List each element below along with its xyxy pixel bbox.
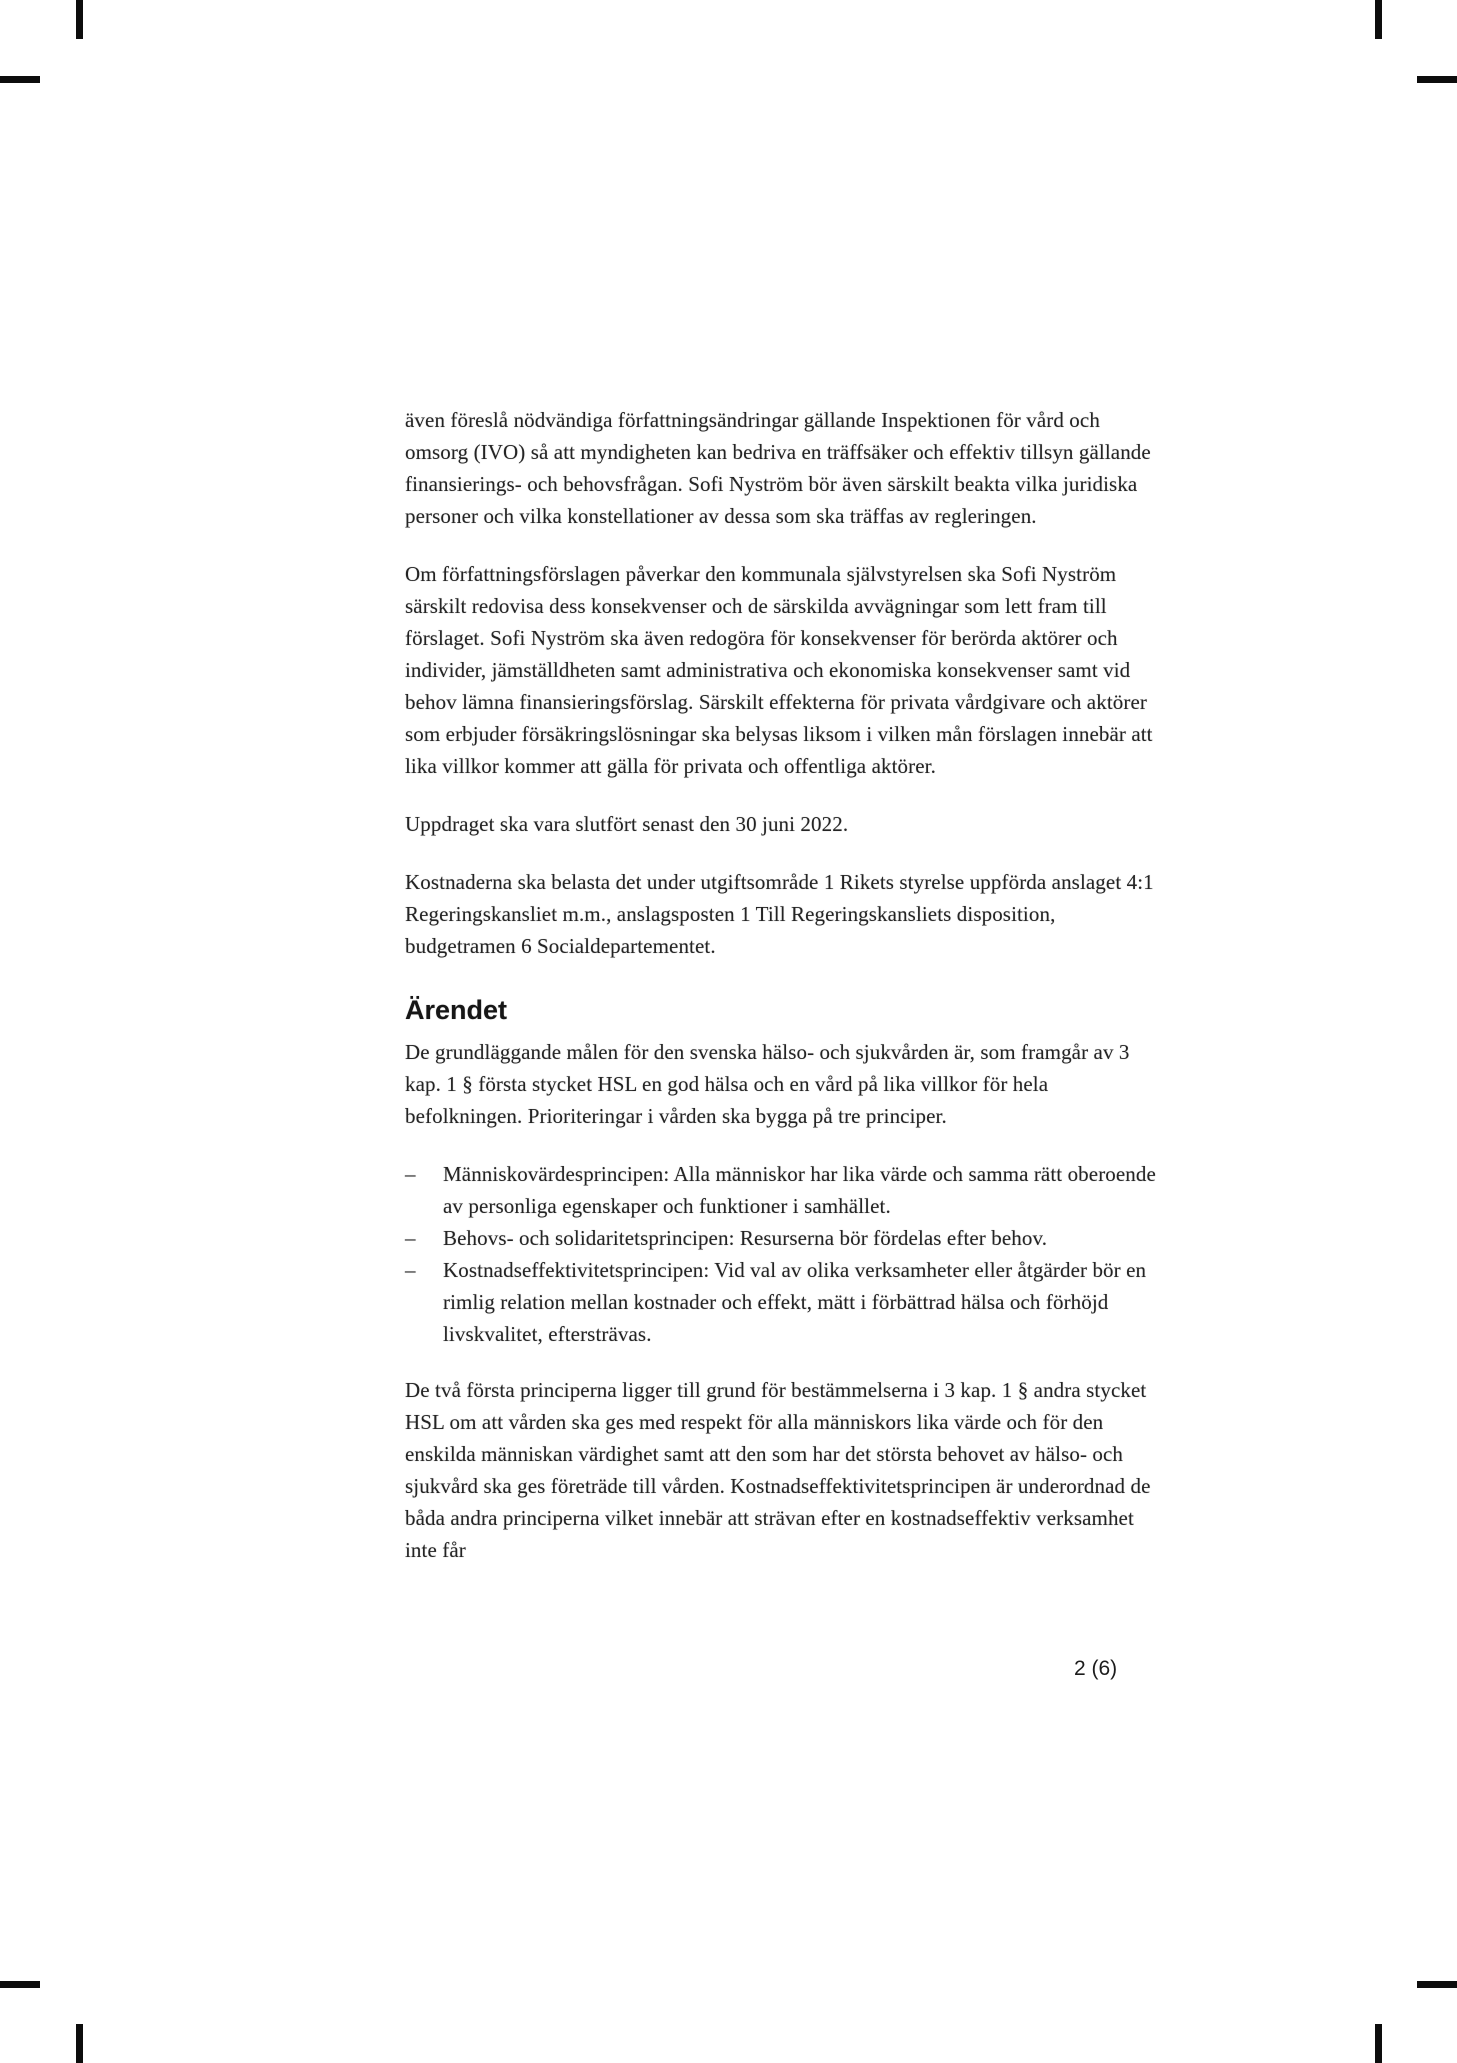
crop-mark-top-right-horizontal — [1417, 76, 1457, 83]
paragraph-constitutional-consequences: Om författningsförslagen påverkar den kommunala självstyrelsen ska Sofi Nyström särskilt redovisa dess konsekvenser och de särskilda avvägningar som lett fram till förslaget. Sofi Nyström ska även redogöra för konsekvenser för berörda aktörer och individer, jämställdheten samt administrativa och ekonomiska konsekvenser samt vid behov lämna finansieringsförslag. Särskilt effekterna för privata vårdgivare och aktörer som erbjuder försäkringslösningar ska belysas liksom i vilken mån förslagen innebär att lika villkor kommer att gälla för privata och offentliga aktörer. — [405, 562, 1153, 778]
paragraph-section-lead: De grundläggande målen för den svenska hälso- och sjukvården är, som framgår av 3 kap. 1 § första stycket HSL en god hälsa och en vård på lika villkor för hela befolkningen. Prioriteringar i vården ska bygga på tre principer. — [405, 1040, 1130, 1128]
dash-bullet: – — [405, 1258, 416, 1282]
dash-bullet: – — [405, 1162, 416, 1186]
list-item-principle-needs-solidarity — [405, 1222, 1163, 1254]
page-number: 2 (6) — [1074, 1657, 1118, 1680]
crop-mark-bottom-left-horizontal — [0, 1981, 40, 1988]
list-item-text: Kostnadseffektivitetsprincipen: Vid val av olika verksamheter eller åtgärder bör en rimlig relation mellan kostnader och effekt, mätt i förbättrad hälsa och förhöjd livskvalitet, eftersträvas. — [443, 1258, 1147, 1346]
crop-mark-bottom-right-vertical — [1375, 2024, 1382, 2063]
paragraph-costs: Kostnaderna ska belasta det under utgiftsområde 1 Rikets styrelse uppförda anslaget 4:1 Regeringskansliet m.m., anslagsposten 1 Till Regeringskansliets disposition, budgetramen 6 Socialdepartementet. — [405, 870, 1154, 958]
crop-mark-bottom-right-horizontal — [1417, 1981, 1457, 1988]
crop-mark-top-left-horizontal — [0, 76, 40, 83]
dash-bullet: – — [405, 1226, 416, 1250]
principles-list — [405, 1158, 1163, 1350]
paragraph-section-closing: De två första principerna ligger till grund för bestämmelserna i 3 kap. 1 § andra stycket HSL om att vården ska ges med respekt för alla människors lika värde och för den enskilda människan värdighet samt att den som har det största behovet av hälso- och sjukvård ska ges företräde till vården. Kostnadseffektivitetsprincipen är underordnad de båda andra principerna vilket innebär att strävan efter en kostnadseffektiv verksamhet inte får — [405, 1378, 1151, 1562]
list-item-principle-human-value — [405, 1158, 1163, 1222]
crop-mark-top-right-vertical — [1375, 0, 1382, 39]
crop-mark-top-left-vertical — [76, 0, 83, 39]
crop-mark-bottom-left-vertical — [76, 2024, 83, 2063]
list-item-principle-cost-effectiveness — [405, 1254, 1163, 1350]
section-heading: Ärendet — [405, 995, 508, 1025]
document-body — [405, 404, 1163, 1592]
list-item-text: Människovärdesprincipen: Alla människor har lika värde och samma rätt oberoende av personliga egenskaper och funktioner i samhället. — [443, 1162, 1156, 1218]
list-item-text: Behovs- och solidaritetsprincipen: Resurserna bör fördelas efter behov. — [443, 1226, 1048, 1250]
paragraph-deadline: Uppdraget ska vara slutfört senast den 30 juni 2022. — [405, 812, 849, 836]
paragraph-assignment-continued: även föreslå nödvändiga författningsändringar gällande Inspektionen för vård och omsorg (IVO) så att myndigheten kan bedriva en träffsäker och effektiv tillsyn gällande finansierings- och behovsfrågan. Sofi Nyström bör även särskilt beakta vilka juridiska personer och vilka konstellationer av dessa som ska träffas av regleringen. — [405, 408, 1151, 528]
